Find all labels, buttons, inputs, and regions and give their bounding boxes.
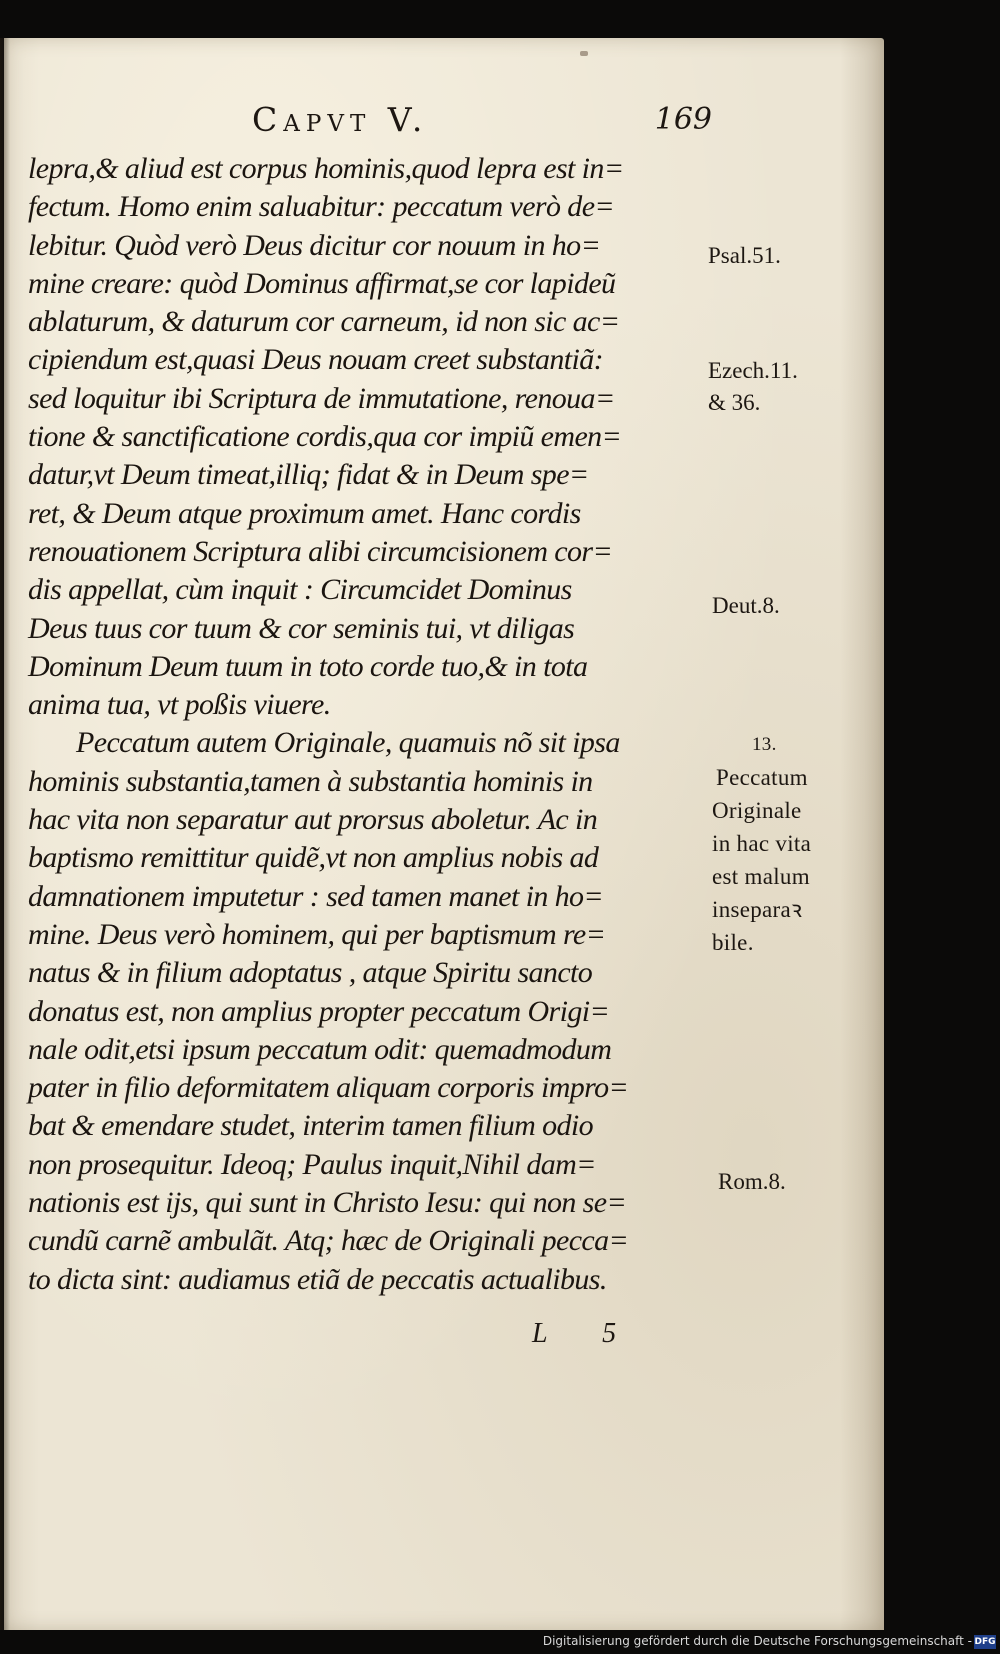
text-line: cipiendum est,quasi Deus nouam creet substantiã:: [28, 343, 604, 377]
paragraph-start-line: Peccatum autem Originale, quamuis nõ sit ipsa: [76, 726, 620, 760]
text-line: mine. Deus verò hominem, qui per baptismum re=: [28, 917, 606, 951]
dfg-logo-icon: DFG: [974, 1637, 996, 1647]
margin-note-ezech-line-2: & 36.: [708, 390, 761, 415]
text-line: tione & sanctificatione cordis,qua cor impiũ emen=: [28, 420, 622, 454]
text-line: Dominum Deum tuum in toto corde tuo,& in tota: [28, 649, 588, 683]
text-line: ablaturum, & daturum cor carneum, id non sic ac=: [28, 305, 620, 339]
signature-mark: L 5: [532, 1318, 641, 1349]
chapter-heading: Capvt V.: [252, 100, 429, 139]
text-line: hac vita non separatur aut prorsus aboletur. Ac in: [28, 803, 598, 837]
text-line: renouationem Scriptura alibi circumcisionem cor=: [28, 534, 613, 568]
text-line: Deus tuus cor tuum & cor seminis tui, vt diligas: [28, 611, 575, 645]
text-line: nale odit,etsi ipsum peccatum odit: quemadmodum: [28, 1032, 612, 1066]
margin-note-deut: Deut.8.: [712, 593, 780, 618]
margin-note-line: Peccatum: [716, 765, 808, 790]
running-head: [252, 100, 712, 144]
margin-note-line: inseparaꝛ: [712, 897, 803, 922]
text-line: dis appellat, cùm inquit : Circumcidet Dominus: [28, 573, 572, 607]
page-number: 169: [654, 102, 712, 137]
margin-note-line: bile.: [712, 930, 754, 955]
margin-note-line: in hac vita: [712, 831, 812, 856]
margin-note-ezech-line-1: Ezech.11.: [708, 358, 798, 383]
section-number: 13.: [752, 734, 777, 755]
main-text: [28, 150, 700, 1299]
margin-note-psal: Psal.51.: [708, 243, 781, 268]
text-line: pater in filio deformitatem aliquam corporis impro=: [28, 1071, 629, 1105]
text-line: donatus est, non amplius propter peccatum Origi=: [28, 994, 610, 1028]
margin-note-section-13: [712, 728, 811, 959]
ink-mark: [580, 51, 588, 56]
text-line: fectum. Homo enim saluabitur: peccatum verò de=: [28, 190, 615, 224]
text-line: natus & in filium adoptatus , atque Spiritu sancto: [28, 956, 593, 990]
text-line: lepra,& aliud est corpus hominis,quod lepra est in=: [28, 152, 624, 185]
text-line: nationis est ijs, qui sunt in Christo Iesu: qui non se=: [28, 1186, 627, 1220]
margin-note-line: Originale: [712, 798, 802, 823]
text-line: lebitur. Quòd verò Deus dicitur cor nouum in ho=: [28, 228, 601, 262]
text-line: hominis substantia,tamen à substantia hominis in: [28, 764, 593, 798]
text-line: baptismo remittitur quidẽ,vt non amplius nobis ad: [28, 841, 599, 875]
text-line: anima tua, vt poßis viuere.: [28, 688, 331, 722]
text-line: sed loquitur ibi Scriptura de immutatione, renoua=: [28, 381, 615, 415]
text-line: datur,vt Deum timeat,illiq; fidat & in Deum spe=: [28, 458, 589, 492]
text-line: bat & emendare studet, interim tamen filium odio: [28, 1109, 594, 1143]
text-line: damnationem imputetur : sed tamen manet in ho=: [28, 879, 604, 913]
margin-note-ezech: [708, 355, 798, 419]
digitization-credit: Digitalisierung gefördert durch die Deutsche Forschungsgemeinschaft -: [542, 1634, 972, 1648]
text-line: to dicta sint: audiamus etiã de peccatis actualibus.: [28, 1262, 607, 1296]
text-line: ret, & Deum atque proximum amet. Hanc cordis: [28, 496, 581, 530]
text-line: mine creare: quòd Dominus affirmat,se cor lapideũ: [28, 266, 616, 300]
text-line: non prosequitur. Ideoq; Paulus inquit,Nihil dam=: [28, 1147, 596, 1181]
margin-note-line: est malum: [712, 864, 810, 889]
gutter-shadow: [0, 38, 10, 1630]
text-line: cundũ carnẽ ambulãt. Atq; hæc de Originali pecca=: [28, 1224, 629, 1258]
margin-note-rom: Rom.8.: [718, 1169, 786, 1194]
